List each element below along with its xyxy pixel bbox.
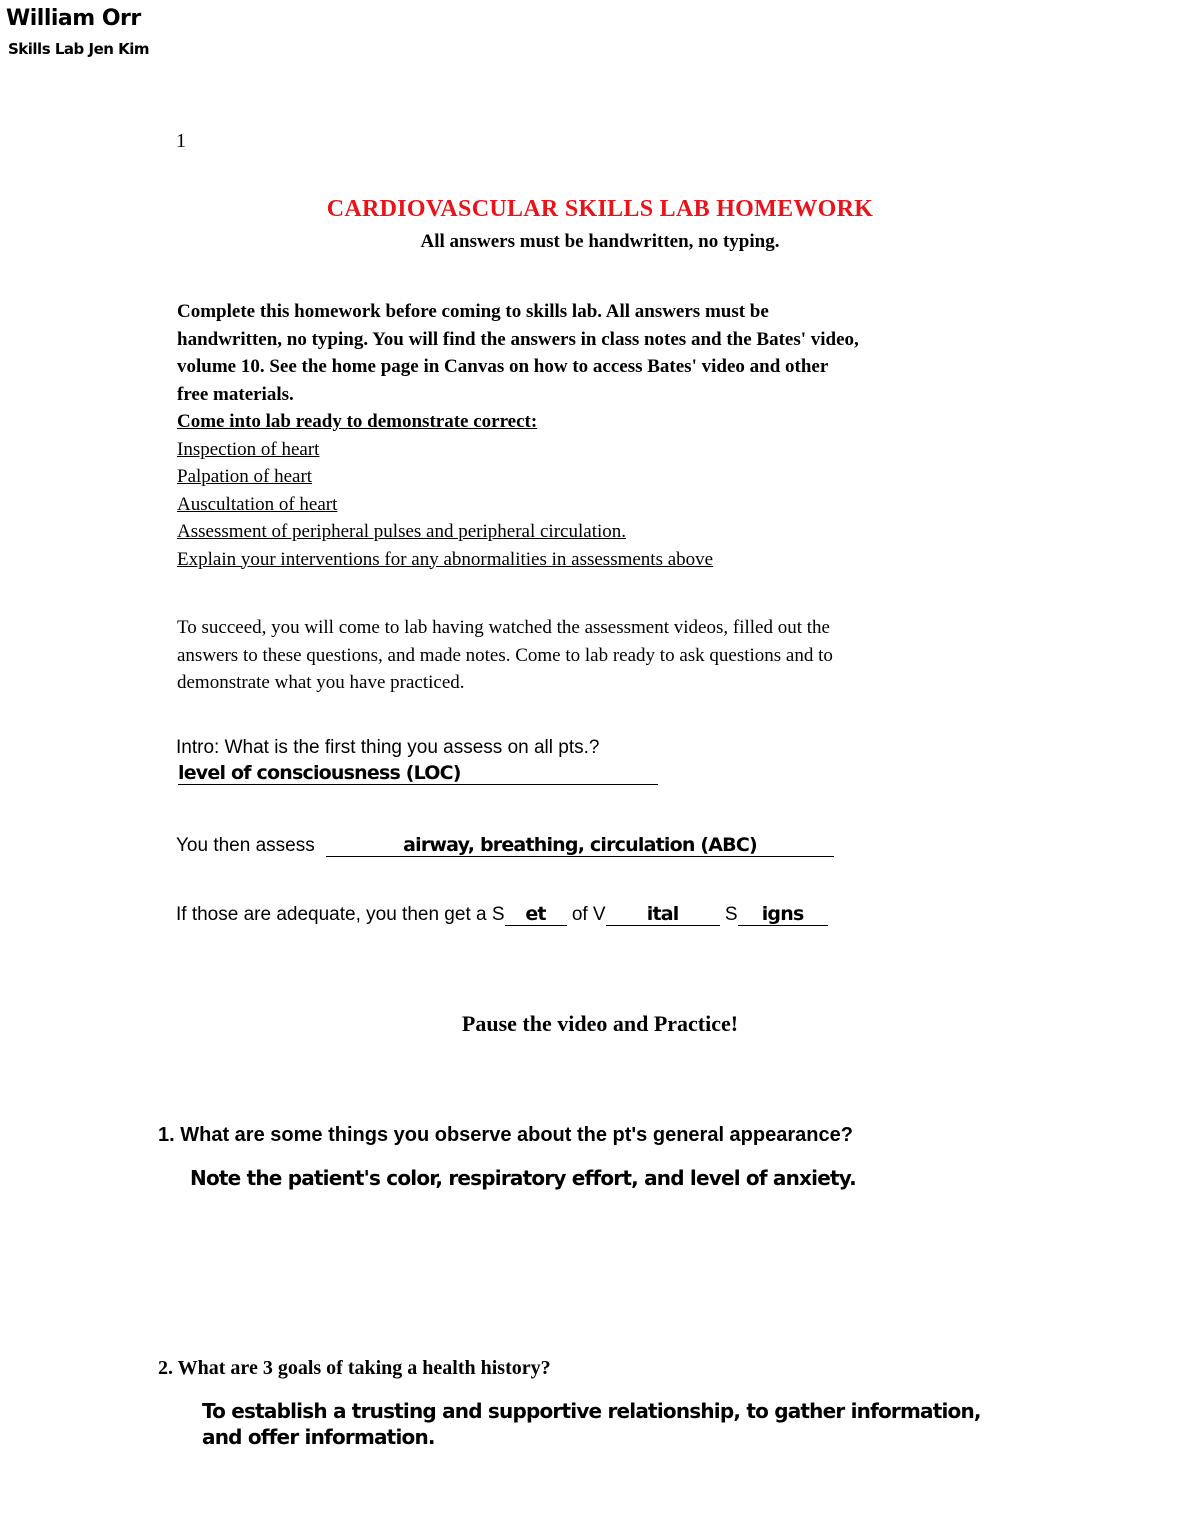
of-v-label: of V [571, 904, 606, 925]
question-1 [158, 1124, 853, 1147]
pause-heading: Pause the video and Practice! [461, 1011, 739, 1036]
success-note-line: answers to these questions, and made notes. Come to lab ready to ask questions and to [177, 644, 833, 666]
then-assess-row [176, 834, 834, 857]
success-note-line: demonstrate what you have practiced. [177, 672, 465, 693]
sign-blank-3: igns [738, 903, 828, 926]
success-note [177, 614, 833, 697]
instruction-line: Complete this homework before coming to skills lab. All answers must be [177, 301, 769, 322]
question-text: What are some things you observe about the pt's general appearance? [180, 1124, 853, 1146]
intro-question: Intro: What is the first thing you assess on all pts.? [176, 737, 600, 758]
demo-item: Auscultation of heart [177, 493, 338, 515]
page-subtitle: All answers must be handwritten, no typing. [420, 231, 780, 252]
page-title: CARDIOVASCULAR SKILLS LAB HOMEWORK [326, 196, 874, 222]
s-label: S [724, 904, 738, 925]
student-name: William Orr [6, 6, 141, 31]
demo-item: Palpation of heart [177, 466, 313, 487]
instruction-line: volume 10. See the home page in Canvas on how to access Bates' video and other [177, 356, 829, 377]
demo-list [177, 436, 859, 574]
demo-heading: Come into lab ready to demonstrate correct: [177, 411, 538, 432]
course-name: Skills Lab Jen Kim [8, 40, 150, 58]
if-adequate-prompt: If those are adequate, you then get a S [176, 904, 505, 925]
demo-item: Assessment of peripheral pulses and peripheral circulation. [177, 521, 626, 542]
question-number: 2. [158, 1357, 173, 1379]
then-assess-prompt: You then assess [176, 835, 315, 856]
question-2 [158, 1357, 551, 1380]
if-adequate-row [176, 903, 828, 926]
instructions-block [177, 298, 859, 573]
intro-answer: level of consciousness (LOC) [178, 762, 658, 785]
then-assess-answer: airway, breathing, circulation (ABC) [326, 834, 834, 857]
demo-item: Inspection of heart [177, 438, 320, 460]
page-number: 1 [176, 130, 186, 152]
answer-line: To establish a trusting and supportive relationship, to gather information, [202, 1399, 981, 1423]
demo-item: Explain your interventions for any abnormalities in assessments above [177, 548, 714, 570]
intro-answer-field [178, 762, 658, 785]
answer-2 [202, 1398, 981, 1450]
sign-blank-2: ital [606, 903, 720, 926]
sign-blank-1: et [505, 903, 567, 926]
answer-line: and offer information. [202, 1425, 435, 1449]
instruction-line: handwritten, no typing. You will find the answers in class notes and the Bates' video, [177, 328, 859, 350]
answer-1: Note the patient's color, respiratory effort, and level of anxiety. [190, 1166, 856, 1190]
question-number: 1. [158, 1124, 175, 1146]
question-text: What are 3 goals of taking a health history? [177, 1357, 551, 1379]
instruction-line: free materials. [177, 383, 294, 405]
success-note-line: To succeed, you will come to lab having watched the assessment videos, filled out the [177, 617, 830, 638]
